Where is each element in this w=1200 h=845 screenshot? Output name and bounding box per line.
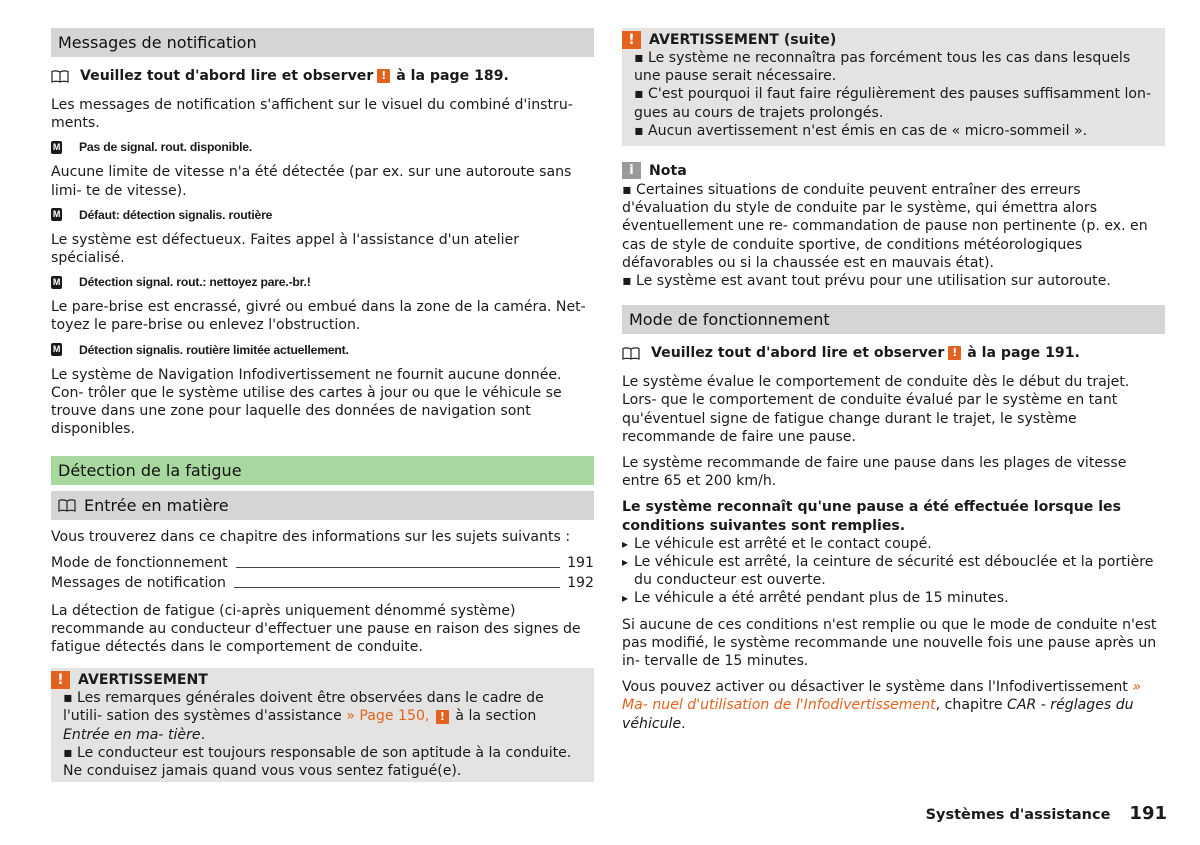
warning-bullet: ▪ Le système ne reconnaîtra pas forcément tous les cas dans lesquels une pause serait nécessaire. [634, 50, 1131, 85]
menu-m-icon: M [52, 276, 61, 287]
footer-section: Systèmes d'assistance [925, 807, 1111, 823]
warning-bullet: ▪ Les remarques générales doivent être observées dans le cadre de l'utili- sation des systèmes d'assistance » Page 150, ! à la section Entrée en ma- tière. [63, 690, 544, 743]
warning-icon: ! [622, 31, 641, 49]
section-heading-notification: Messages de notification [51, 28, 594, 57]
message-text: Le système est défectueux. Faites appel à l'assistance d'un atelier spécialisé. [51, 231, 519, 267]
warning-box-continued [622, 28, 1165, 146]
nota-title: i Nota [622, 162, 1165, 179]
message-text: Le pare-brise est encrassé, givré ou embué dans la zone de la caméra. Net- toyez le pare-brise ou enlevez l'obstruction. [51, 299, 586, 334]
message-title: M Détection signal. rout.: nettoyez pare.-br.! [52, 275, 311, 290]
message-text: Aucune limite de vitesse n'a été détectée (par ex. sur une autoroute sans limi- te de vitesse). [51, 164, 572, 199]
warning-box [51, 668, 594, 782]
condition-item: ▸ Le véhicule est arrêté et le contact coupé. [622, 535, 1165, 553]
mode-paragraph: Le système recommande de faire une pause dans les plages de vitesse entre 65 et 200 km/h. [622, 455, 1127, 490]
nota-bullet: ▪ Le système est avant tout prévu pour une utilisation sur autoroute. [622, 273, 1111, 290]
mode-paragraph: Vous pouvez activer ou désactiver le système dans l'Infodivertissement » Ma- nuel d'utilisation de l'Infodivertissement, chapitre CAR - réglages du véhicule. [622, 679, 1142, 732]
menu-m-icon: M [52, 344, 61, 355]
reference-text: Veuillez tout d'abord lire et observer [651, 345, 945, 362]
toc-intro: Vous trouverez dans ce chapitre des informations sur les sujets suivants : [51, 529, 571, 546]
warning-bullet: ▪ C'est pourquoi il faut faire régulièrement des pauses suffisamment lon- gues au cours de trajets prolongés. [634, 86, 1152, 121]
mode-paragraph: Si aucune de ces conditions n'est remplie ou que le mode de conduite n'est pas modifié, le système recommande une nouvelle fois une pause après un in- tervalle de 15 minutes. [622, 616, 1157, 670]
left-column [51, 28, 594, 782]
intro-text: Les messages de notification s'affichent sur le visuel du combiné d'instru- ments. [51, 97, 573, 132]
manual-link[interactable]: » Ma- nuel d'utilisation de l'Infodivertissement [622, 679, 1142, 714]
reference-page: à la page 189. [396, 68, 509, 84]
condition-item: ▸ Le véhicule est arrêté, la ceinture de sécurité est débouclée et la portière du conducteur est ouverte. [622, 553, 1165, 589]
toc-entry[interactable]: Mode de fonctionnement 191 [51, 554, 594, 571]
warning-title: ! AVERTISSEMENT (suite) [622, 28, 1153, 49]
right-column [622, 28, 1165, 741]
message-title: M Pas de signal. rout. disponible. [52, 140, 253, 155]
reference-line [51, 68, 594, 84]
warning-title: ! AVERTISSEMENT [51, 668, 582, 689]
warning-icon: ! [51, 671, 70, 689]
nota-bullet: ▪ Certaines situations de conduite peuvent entraîner des erreurs d'évaluation du style de conduite par le système, qui émettra alors éventuellement une re- commandation de pause non pertinente (p. ex. en cas de style de conduite sportive, de conditions météorologiques défavorables ou si la chaussée est en mauvais état). [622, 182, 1148, 271]
page-link[interactable]: » Page 150, [346, 708, 430, 725]
chapter-heading-fatigue: Détection de la fatigue [51, 456, 594, 485]
warning-icon: ! [948, 346, 961, 360]
menu-m-icon: M [52, 141, 61, 152]
warning-bullet: ▪ Aucun avertissement n'est émis en cas de « micro-sommeil ». [634, 122, 1088, 139]
warning-icon: ! [377, 69, 390, 83]
book-icon [58, 499, 76, 512]
conditions-title: Le système reconnaît qu'une pause a été effectuée lorsque les conditions suivantes sont remplies. [622, 499, 1121, 534]
message-text: Le système de Navigation Infodivertissement ne fournit aucune donnée. Con- trôler que le système utilise des cartes à jour ou que le véhicule se trouve dans une zone pour laquelle des données de navigation sont disponibles. [51, 366, 562, 438]
section-heading-entree: Entrée en matière [51, 491, 594, 520]
warning-bullet: ▪ Le conducteur est toujours responsable de son aptitude à la conduite. Ne conduisez jamais quand vous vous sentez fatigué(e). [63, 744, 572, 780]
menu-m-icon: M [52, 209, 61, 220]
info-icon: i [622, 162, 641, 179]
page-number: 191 [1129, 803, 1167, 824]
book-icon [51, 70, 69, 83]
reference-page: à la page 191. [967, 345, 1080, 362]
book-icon [622, 347, 640, 360]
condition-item: ▸ Le véhicule a été arrêté pendant plus de 15 minutes. [622, 589, 1165, 607]
message-title: M Défaut: détection signalis. routière [52, 207, 273, 222]
mode-paragraph: Le système évalue le comportement de conduite dès le début du trajet. Lors- que le comportement de conduite évalué par le système en tant qu'éventuel signe de fatigue change durant le trajet, le système recommande de faire une pause. [622, 374, 1130, 445]
reference-text: Veuillez tout d'abord lire et observer [80, 68, 374, 84]
page-footer [926, 803, 1167, 824]
reference-line [622, 345, 1165, 361]
message-title: M Détection signalis. routière limitée actuellement. [52, 342, 349, 357]
toc-entry[interactable]: Messages de notification 192 [51, 574, 594, 591]
warning-icon: ! [436, 710, 449, 724]
section-heading-mode: Mode de fonctionnement [622, 305, 1165, 334]
fatigue-description: La détection de fatigue (ci-après uniquement dénommé système) recommande au conducteur d'effectuer une pause en raison des signes de fatigue détectés dans le comportement de conduite. [51, 602, 581, 656]
